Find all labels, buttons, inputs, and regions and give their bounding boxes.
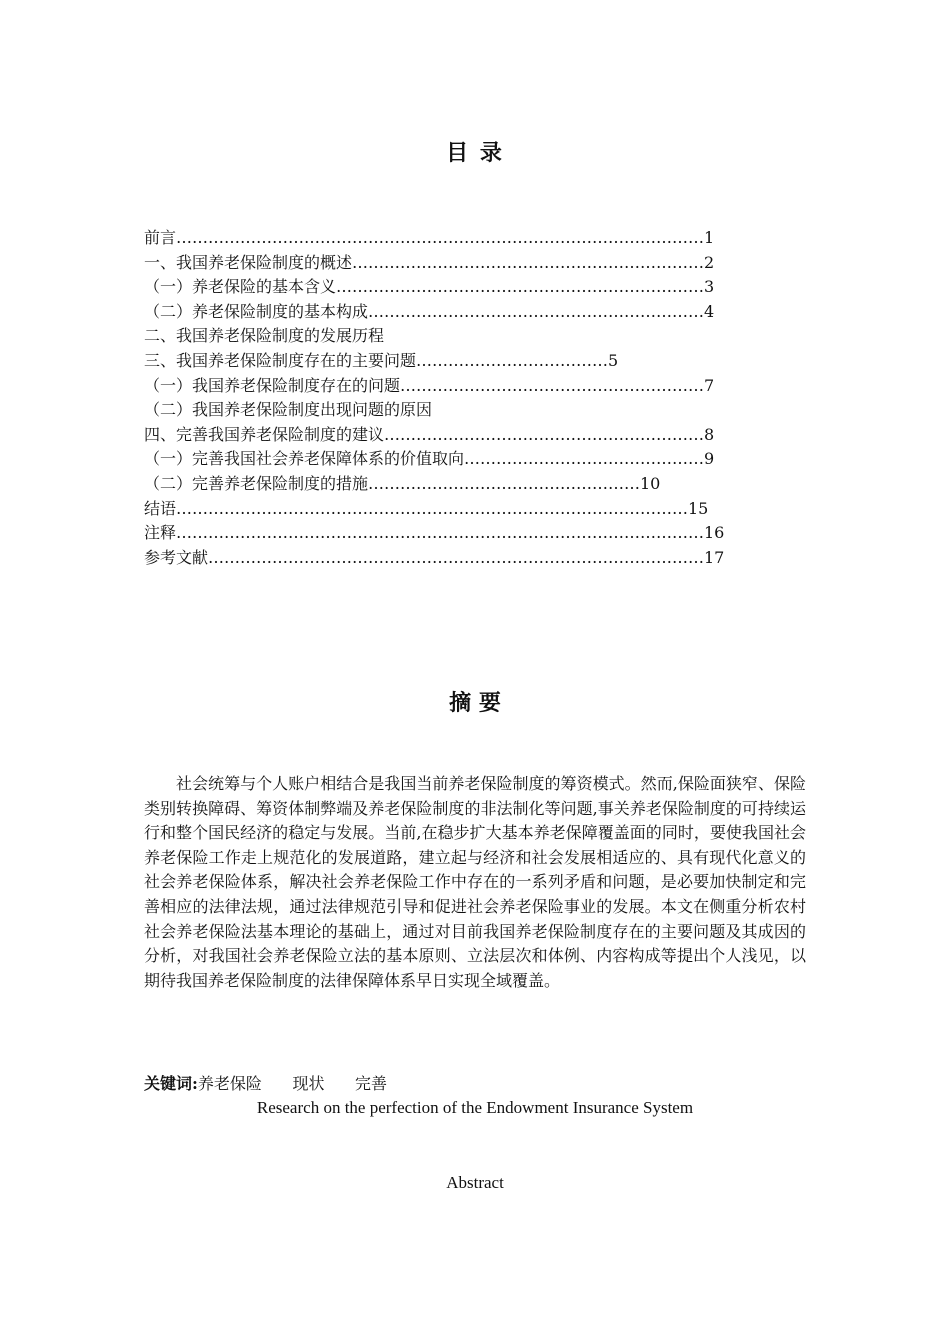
toc-entry[interactable]: （二）完善养老保险制度的措施……………………………………………10: [144, 473, 661, 493]
keywords-values: 养老保险 现状 完善: [197, 1074, 387, 1093]
toc-entry[interactable]: 三、我国养老保险制度存在的主要问题………………………………5: [144, 350, 619, 370]
toc-entry[interactable]: 一、我国养老保险制度的概述…………………………………………………………2: [144, 252, 715, 272]
toc-entry[interactable]: （二）我国养老保险制度出现问题的原因: [144, 400, 433, 420]
toc-entry[interactable]: 注释………………………………………………………………………………………16: [144, 523, 725, 543]
toc-entry[interactable]: 二、我国养老保险制度的发展历程: [144, 326, 385, 346]
keywords-label: 关键词:: [144, 1074, 198, 1093]
english-abstract-heading: Abstract: [446, 1173, 504, 1192]
toc-title: 目 录: [446, 140, 504, 166]
english-title: Research on the perfection of the Endowment Insurance System: [256, 1098, 694, 1117]
toc-entry[interactable]: （一）完善我国社会养老保障体系的价值取向………………………………………9: [144, 449, 715, 469]
toc-entry[interactable]: （一）我国养老保险制度存在的问题…………………………………………………7: [144, 375, 715, 395]
abstract-body: 社会统筹与个人账户相结合是我国当前养老保险制度的筹资模式。然而,保险面狭窄、保险类别转换障碍、筹资体制弊端及养老保险制度的非法制化等问题,事关养老保险制度的可持续运行和整个国民经济的稳定与发展。当前,在稳步扩大基本养老保障覆盖面的同时，要使我国社会养老保险工作走上规范化的发展道路，建立起与经济和社会发展相适应的、具有现代化意义的社会养老保险体系，解决社会养老保险工作中存在的一系列矛盾和问题，是必要加快制定和完善相应的法律法规，通过法律规范引导和促进社会养老保险事业的发展。本文在侧重分析农村社会养老保险法基本理论的基础上，通过对目前我国养老保险制度存在的主要问题及其成因的分析，对我国社会养老保险立法的基本原则、立法层次和体例、内容构成等提出个人浅见，以期待我国养老保险制度的法律保障体系早日实现全域覆盖。: [144, 774, 806, 990]
abstract-title: 摘 要: [449, 690, 501, 716]
toc-entry[interactable]: （一）养老保险的基本含义……………………………………………………………3: [144, 277, 715, 297]
toc-entry[interactable]: 参考文献…………………………………………………………………………………17: [144, 547, 725, 567]
toc-list: [144, 226, 844, 570]
toc-entry[interactable]: 结语……………………………………………………………………………………15: [144, 498, 709, 518]
toc-entry[interactable]: 四、完善我国养老保险制度的建议……………………………………………………8: [144, 424, 715, 444]
toc-entry[interactable]: 前言………………………………………………………………………………………1: [144, 228, 715, 247]
toc-entry[interactable]: （二）养老保险制度的基本构成………………………………………………………4: [144, 301, 715, 321]
keywords-line: [144, 1072, 387, 1096]
